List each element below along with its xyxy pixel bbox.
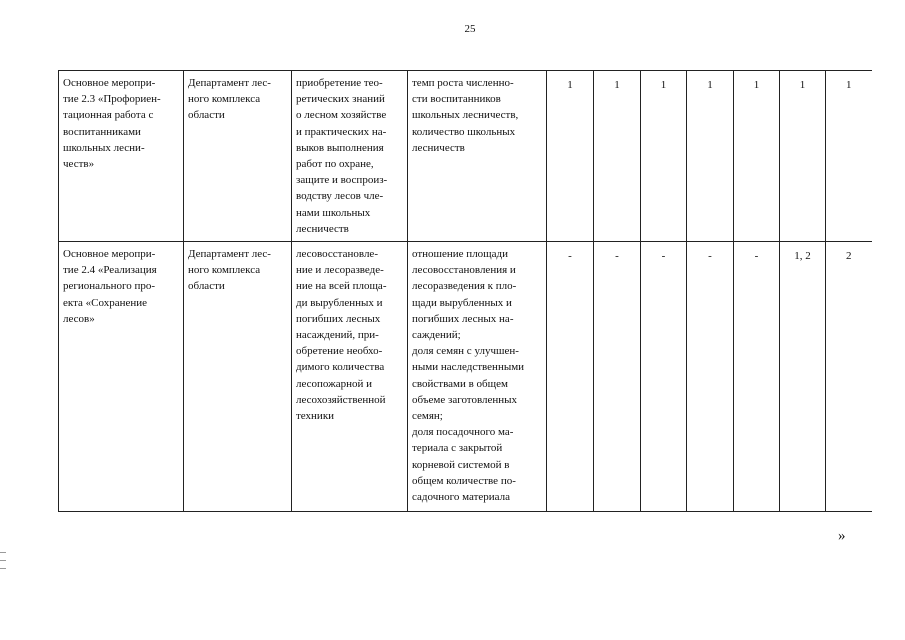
indicator-cell [408, 242, 547, 512]
content-text-line: лесовосстановле- [296, 248, 378, 260]
activity-text-line: тационная работа с [63, 109, 154, 122]
activity-text-line: екта «Сохранение [63, 296, 148, 309]
activity-text-line: лесов» [63, 312, 95, 325]
content-text-line: защите и воспроиз- [296, 174, 388, 187]
indicator-text-line: саждений; [412, 329, 461, 342]
content-text-line: лесничеств [296, 222, 349, 235]
indicator-text-line: школьных лесничеств, [412, 109, 519, 122]
indicator-text-line: садочного материала [412, 491, 511, 504]
content-text-line: насаждений, при- [296, 329, 379, 342]
content-text-line: ние на всей площа- [296, 280, 387, 293]
activity-cell [59, 242, 184, 512]
content-text-line: о лесном хозяйстве [296, 109, 387, 122]
content-text-line: погибших лесных [296, 312, 381, 325]
activity-text-line: Основное меропри- [63, 248, 156, 260]
executor-text-line: ного комплекса [188, 264, 261, 277]
value-cell: - [687, 242, 734, 512]
content-cell [292, 71, 408, 242]
value-cell: 1 [687, 71, 734, 242]
activity-text-line: школьных лесни- [63, 141, 145, 154]
content-text-line: лесохозяйственной [296, 393, 386, 406]
activity-text-line: Основное меропри- [63, 77, 156, 89]
activity-text-line: регионального про- [63, 280, 156, 293]
executor-text-line: ного комплекса [188, 93, 261, 106]
indicator-text-line: лесовосстановления и [412, 264, 516, 277]
value-cell: - [641, 242, 687, 512]
content-text-line: димого количества [296, 361, 385, 374]
content-text-line: водству лесов чле- [296, 190, 384, 203]
indicator-text-line: семян; [412, 410, 443, 423]
content-text-line: лесопожарной и [296, 377, 373, 390]
content-text-line: ди вырубленных и [296, 296, 383, 309]
content-text-line: ние и лесоразведе- [296, 264, 384, 277]
value-cell: 1 [780, 71, 826, 242]
content-text-line: приобретение тео- [296, 77, 383, 89]
value-cell: 1 [641, 71, 687, 242]
indicator-text-line: свойствами в общем [412, 377, 508, 390]
indicator-text-line: количество школьных [412, 125, 516, 138]
value-cell: - [547, 242, 594, 512]
margin-scan-marks [0, 552, 6, 576]
executor-text-line: области [188, 109, 225, 122]
content-text-line: нами школьных [296, 206, 371, 219]
indicator-text-line: погибших лесных на- [412, 312, 514, 325]
value-cell: - [734, 242, 780, 512]
activity-text-line: честв» [63, 158, 95, 171]
indicator-text-line: объеме заготовленных [412, 393, 518, 406]
indicator-text-line: доля семян с улучшен- [412, 345, 519, 358]
value-cell: 2 [826, 242, 872, 512]
content-text-line: выков выполнения [296, 141, 384, 154]
indicator-cell [408, 71, 547, 242]
value-cell: 1, 2 [780, 242, 826, 512]
executor-cell [184, 71, 292, 242]
activity-cell [59, 71, 184, 242]
indicator-text-line: лесоразведения к пло- [412, 280, 517, 293]
closing-quote-mark: » [838, 528, 846, 544]
value-cell: 1 [547, 71, 594, 242]
value-cell: - [594, 242, 641, 512]
indicator-text-line: щади вырубленных и [412, 296, 512, 309]
indicator-text-line: териала с закрытой [412, 442, 503, 455]
indicator-text-line: ными наследственными [412, 361, 525, 374]
program-activities-table [58, 70, 872, 512]
activity-text-line: тие 2.3 «Профориен- [63, 93, 161, 106]
indicator-text-line: отношение площади [412, 248, 509, 260]
content-text-line: обретение необхо- [296, 345, 383, 358]
indicator-text-line: лесничеств [412, 141, 465, 154]
executor-cell [184, 242, 292, 512]
content-text-line: и практических на- [296, 125, 387, 138]
activity-text-line: воспитанниками [63, 125, 141, 138]
indicator-text-line: сти воспитанников [412, 93, 501, 106]
content-text-line: техники [296, 410, 335, 423]
executor-text-line: области [188, 280, 225, 293]
content-cell [292, 242, 408, 512]
executor-text-line: Департамент лес- [188, 77, 271, 89]
indicator-text-line: доля посадочного ма- [412, 426, 514, 439]
value-cell: 1 [826, 71, 872, 242]
executor-text-line: Департамент лес- [188, 248, 271, 260]
value-cell: 1 [734, 71, 780, 242]
content-text-line: ретических знаний [296, 93, 385, 106]
indicator-text-line: темп роста численно- [412, 77, 514, 89]
indicator-text-line: общем количестве по- [412, 474, 516, 487]
table-row [59, 242, 872, 512]
content-text-line: работ по охране, [296, 158, 374, 171]
indicator-text-line: корневой системой в [412, 458, 510, 471]
page-number: 25 [464, 23, 476, 35]
activity-text-line: тие 2.4 «Реализация [63, 264, 157, 277]
value-cell: 1 [594, 71, 641, 242]
table-row [59, 71, 872, 242]
